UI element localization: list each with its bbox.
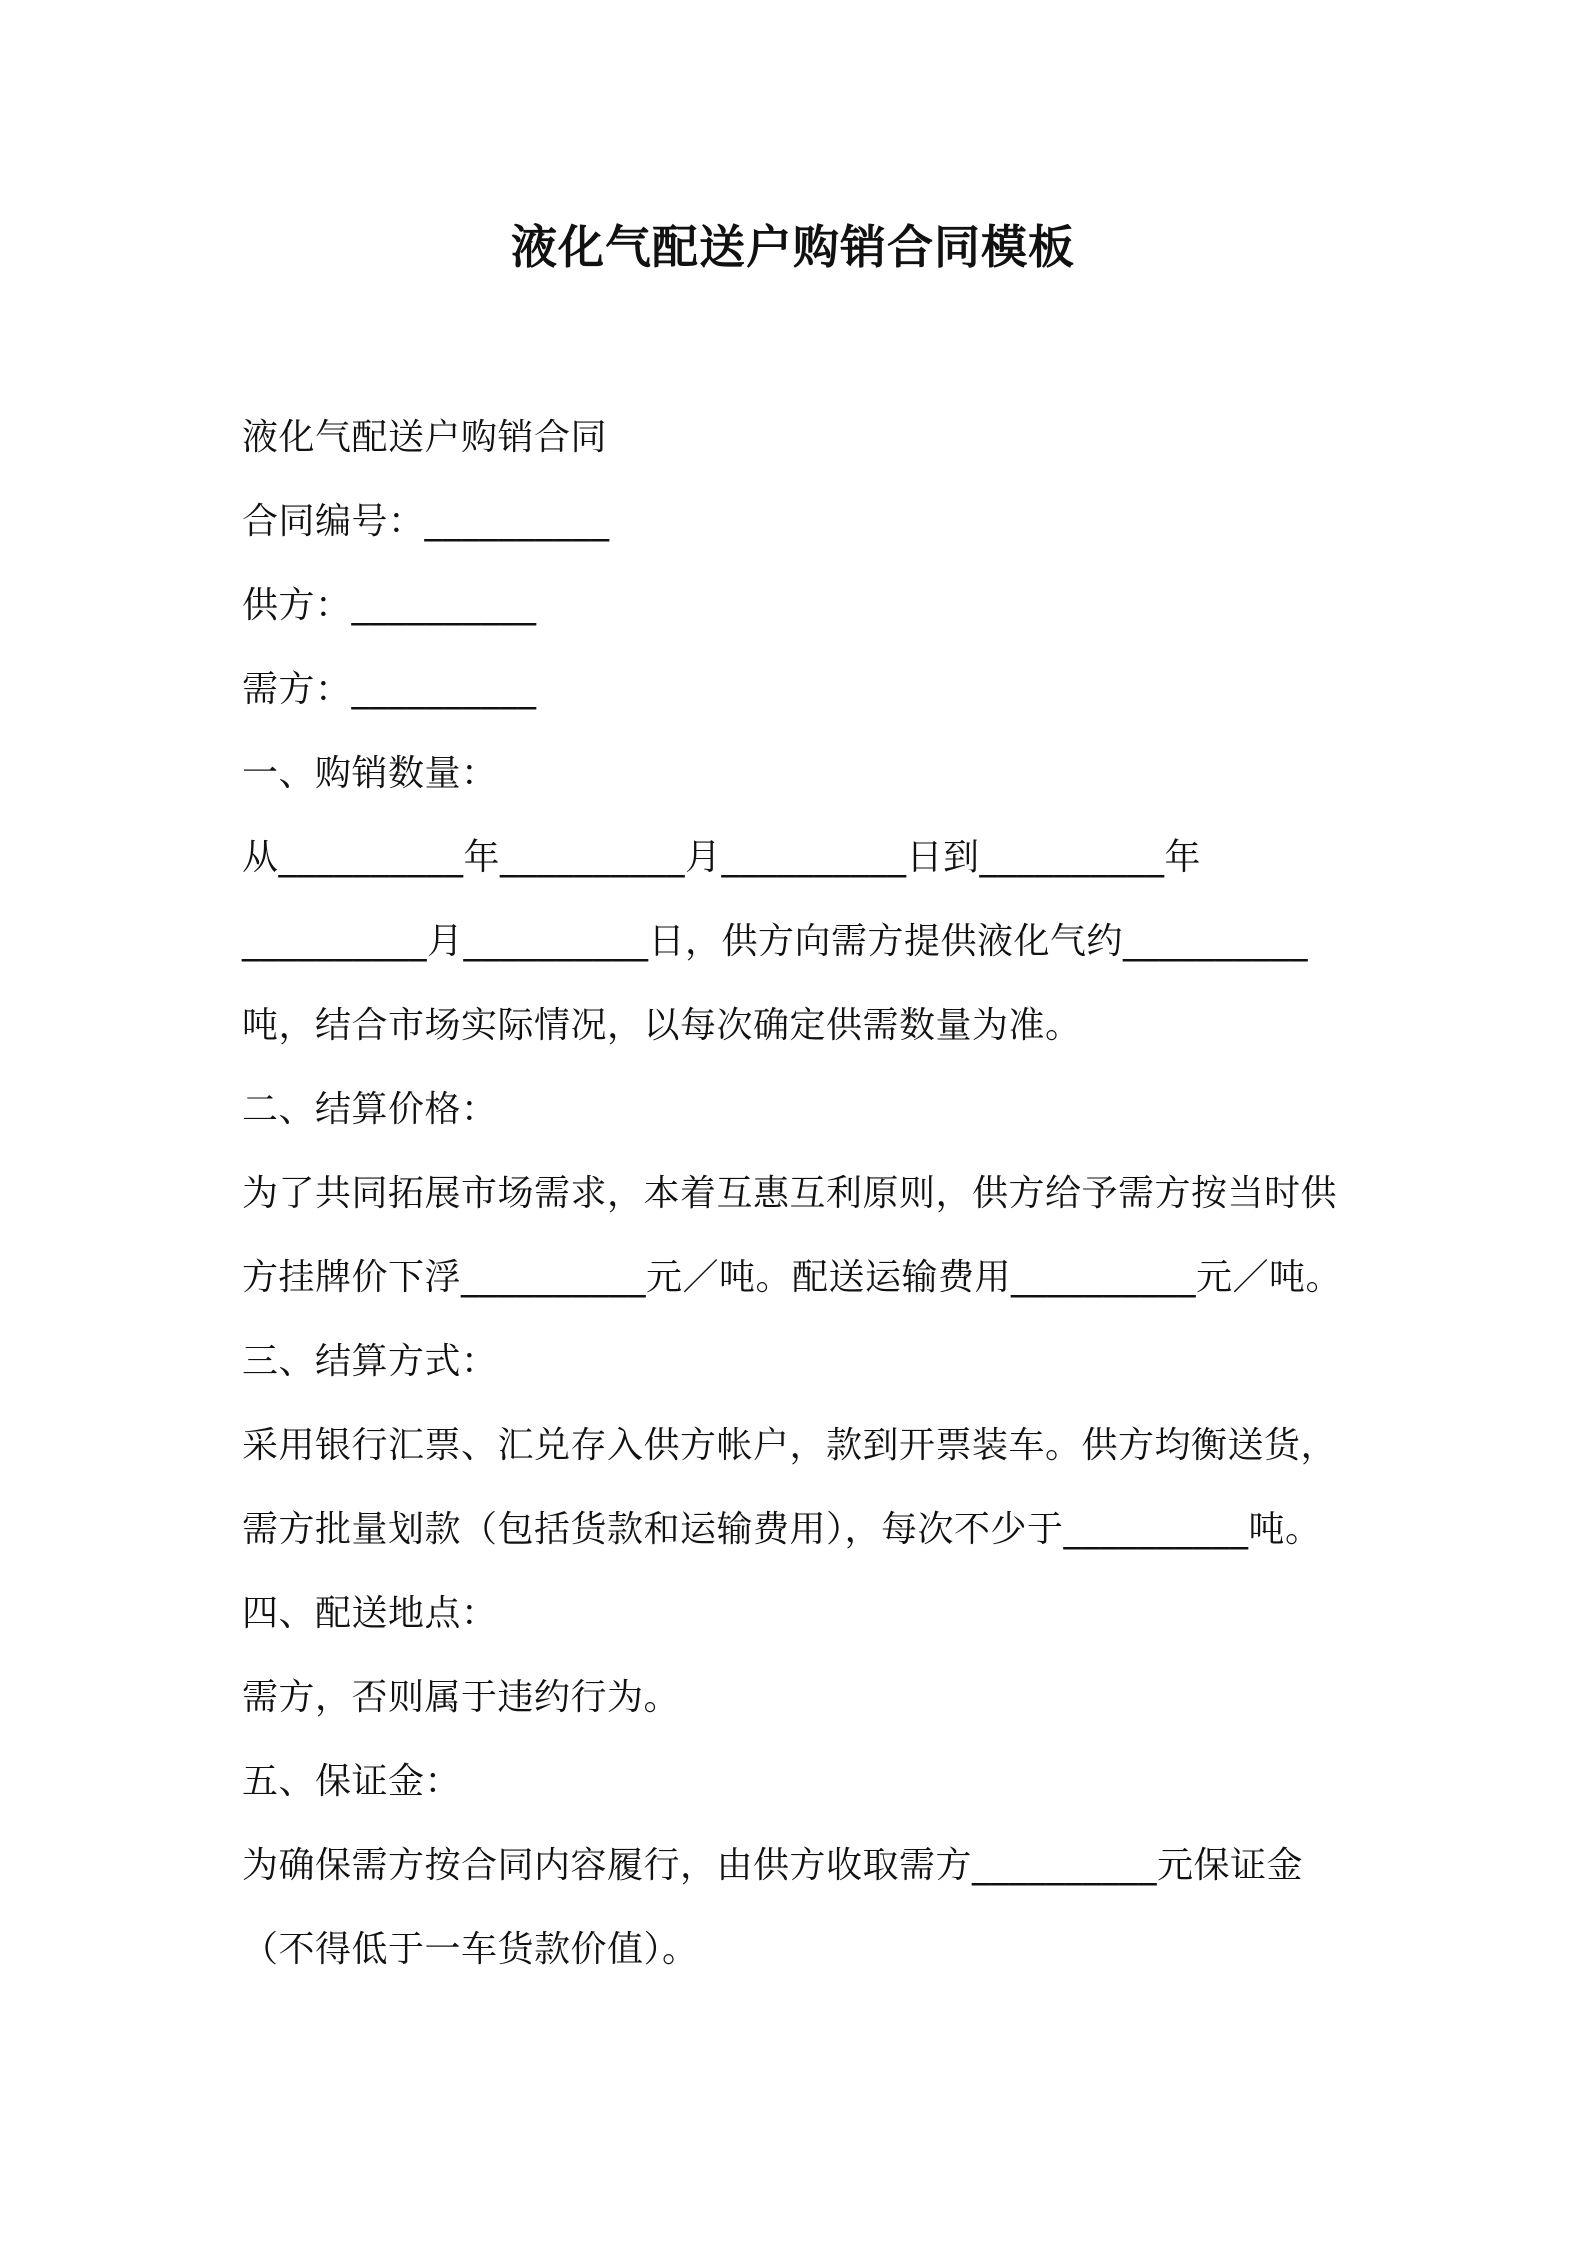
document-title: 液化气配送户购销合同模板 bbox=[511, 220, 1075, 274]
supplier-line: 供方：__________ bbox=[242, 585, 537, 626]
section-heading-quantity: 一、购销数量： bbox=[242, 753, 498, 794]
body-text-line: 方挂牌价下浮__________元／吨。配送运输费用__________元／吨。 bbox=[242, 1257, 1343, 1298]
contract-number-line: 合同编号：__________ bbox=[242, 501, 610, 542]
section-heading-delivery: 四、配送地点： bbox=[242, 1593, 498, 1634]
buyer-line: 需方：__________ bbox=[242, 669, 537, 710]
section-heading-price: 二、结算价格： bbox=[242, 1089, 498, 1130]
body-text-line: 需方，否则属于违约行为。 bbox=[242, 1677, 681, 1718]
body-text-line: （不得低于一车货款价值）。 bbox=[242, 1929, 699, 1970]
contract-name: 液化气配送户购销合同 bbox=[242, 417, 608, 458]
body-text-line: __________月__________日，供方向需方提供液化气约__________ bbox=[242, 921, 1309, 962]
section-heading-payment: 三、结算方式： bbox=[242, 1341, 498, 1382]
body-text-line: 需方批量划款（包括货款和运输费用），每次不少于__________吨。 bbox=[242, 1509, 1322, 1550]
body-text-line: 吨，结合市场实际情况，以每次确定供需数量为准。 bbox=[242, 1005, 1082, 1046]
body-text-line: 从__________年__________月__________日到__________年 bbox=[242, 837, 1202, 878]
section-heading-deposit: 五、保证金： bbox=[242, 1761, 462, 1802]
body-text-line: 为了共同拓展市场需求，本着互惠互利原则，供方给予需方按当时供 bbox=[242, 1173, 1338, 1214]
body-text-line: 为确保需方按合同内容履行，由供方收取需方__________元保证金 bbox=[242, 1845, 1304, 1886]
body-text-line: 采用银行汇票、汇兑存入供方帐户，款到开票装车。供方均衡送货， bbox=[242, 1425, 1338, 1466]
